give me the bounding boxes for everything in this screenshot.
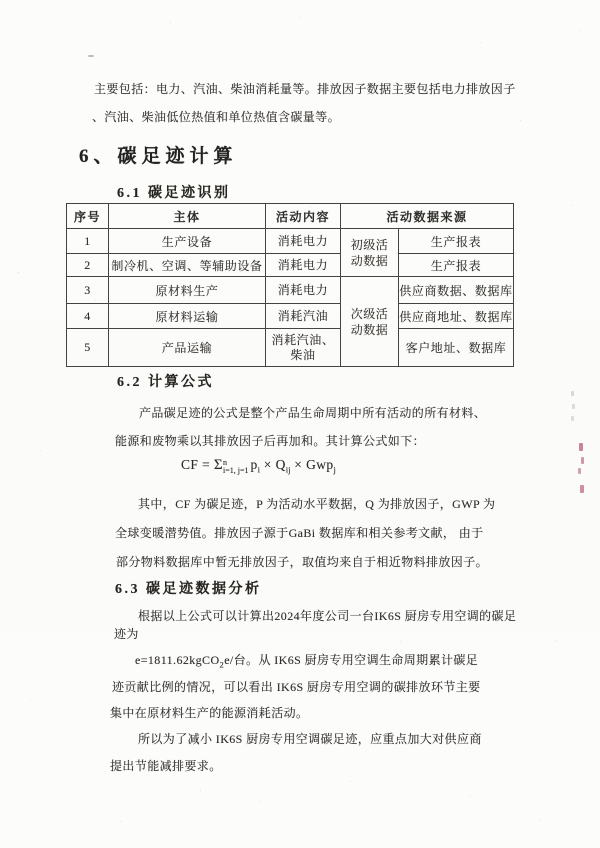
cell-num: 4 — [67, 304, 109, 329]
scan-artifact-mark — [571, 391, 574, 396]
cell-subject: 原材料生产 — [109, 277, 266, 304]
section-6-1-heading: 6.1 碳足迹识别 — [117, 186, 231, 201]
formula-eq: = — [198, 457, 214, 472]
analysis-line-3: 迹贡献比例的情况，可以看出 IK6S 厨房专用空调的碳排放环节主要 — [112, 680, 481, 694]
formula-intro-line-1: 产品碳足迹的公式是整个产品生命周期中所有活动的所有材料、 — [139, 406, 487, 420]
formula-gwp-sub: j — [333, 464, 336, 475]
analysis-line-2: 迹为 — [114, 627, 139, 641]
result-pre: e=1811.62kgCO — [135, 653, 220, 667]
cell-source: 生产报表 — [399, 254, 514, 277]
formula-note-line-2: 全球变暖潜势值。排放因子源于GaBi 数据库和相关参考文献， 由于 — [115, 526, 484, 540]
sigma-upper-limit: n — [223, 457, 228, 467]
table-row — [67, 277, 514, 304]
cell-subject: 生产设备 — [109, 229, 266, 254]
intro-line-1: 主要包括：电力、汽油、柴油消耗量等。排放因子数据主要包括电力排放因子 — [94, 82, 516, 96]
col-header-num: 序号 — [67, 204, 109, 229]
formula-intro-line-2: 能源和废物乘以其排放因子后再加和。其计算公式如下： — [115, 434, 426, 448]
cell-group-primary — [341, 229, 399, 277]
cell-source: 生产报表 — [399, 229, 514, 254]
table-row — [67, 304, 514, 329]
table-row — [67, 329, 514, 367]
formula-gwp: Gwp — [306, 457, 334, 472]
table-row — [67, 229, 514, 254]
ink-bleed-mark — [580, 485, 584, 493]
analysis-line-1: 根据以上公式可以计算出2024年度公司一台IK6S 厨房专用空调的碳足 — [138, 609, 517, 623]
formula-times-1: × — [260, 457, 276, 472]
conclusion-line-1: 所以为了减小 IK6S 厨房专用空调碳足迹，应重点加大对供应商 — [138, 732, 482, 746]
result-value-line — [135, 651, 478, 669]
cell-num: 3 — [67, 277, 109, 304]
scan-artifact-mark — [572, 404, 575, 409]
sigma-symbol: Σ — [213, 457, 224, 473]
cell-subject: 制冷机、空调、等辅助设备 — [109, 254, 266, 277]
cell-activity: 消耗汽油、柴油 — [266, 329, 341, 367]
cell-subject: 产品运输 — [109, 329, 266, 367]
col-header-activity: 活动内容 — [266, 204, 341, 229]
cell-num: 1 — [67, 229, 109, 254]
cell-activity: 消耗电力 — [266, 229, 341, 254]
col-header-subject: 主体 — [109, 204, 266, 229]
formula-p-sub: i — [257, 464, 261, 475]
formula-q: Q — [275, 457, 286, 472]
cell-num: 5 — [67, 329, 109, 367]
co2-subscript: 2 — [219, 659, 225, 670]
cell-group-secondary — [341, 277, 399, 367]
scan-artifact-mark — [571, 416, 574, 421]
cell-source: 客户地址、数据库 — [399, 329, 514, 367]
formula-q-sub: ij — [285, 464, 291, 475]
group-label: 次级活动数据 — [350, 306, 389, 337]
group-label: 初级活动数据 — [350, 237, 389, 268]
cell-subject: 原材料运输 — [109, 304, 266, 329]
scan-artifact-dash — [88, 55, 94, 57]
activity-data-table — [66, 203, 514, 367]
cell-activity: 消耗电力 — [266, 277, 341, 304]
cell-activity: 消耗汽油 — [266, 304, 341, 329]
carbon-footprint-formula — [181, 457, 336, 475]
formula-note-line-3: 部分物料数据库中暂无排放因子，取值均来自于相近物料排放因子。 — [116, 555, 489, 569]
table-row — [67, 254, 514, 277]
formula-p: p — [250, 457, 258, 472]
intro-line-2: 、汽油、柴油低位热值和单位热值含碳量等。 — [92, 110, 341, 124]
scan-noise-speckles — [0, 0, 1, 1]
formula-cf: CF — [181, 457, 199, 472]
result-post: e/台。从 IK6S 厨房专用空调生命周期累计碳足 — [224, 653, 479, 667]
cell-source: 供应商数据、数据库 — [399, 277, 514, 304]
sigma-lower-limit: i=1, j=1 — [223, 465, 249, 475]
section-6-3-heading: 6.3 碳足迹数据分析 — [115, 582, 262, 597]
cell-num: 2 — [67, 254, 109, 277]
ink-bleed-mark — [578, 468, 581, 474]
ink-bleed-mark — [581, 457, 584, 464]
col-header-source: 活动数据来源 — [341, 204, 514, 229]
section-6-2-heading: 6.2 计算公式 — [117, 375, 214, 390]
chapter-heading: 6、碳足迹计算 — [79, 146, 238, 167]
cell-source: 供应商地址、数据库 — [399, 304, 514, 329]
analysis-line-4: 集中在原材料生产的能源消耗活动。 — [110, 706, 309, 720]
cell-activity: 消耗电力 — [266, 254, 341, 277]
formula-note-line-1: 其中，CF 为碳足迹，P 为活动水平数据，Q 为排放因子，GWP 为 — [138, 497, 496, 511]
ink-bleed-mark — [579, 443, 583, 451]
formula-times-2: × — [290, 457, 307, 472]
conclusion-line-2: 提出节能减排要求。 — [110, 759, 222, 773]
